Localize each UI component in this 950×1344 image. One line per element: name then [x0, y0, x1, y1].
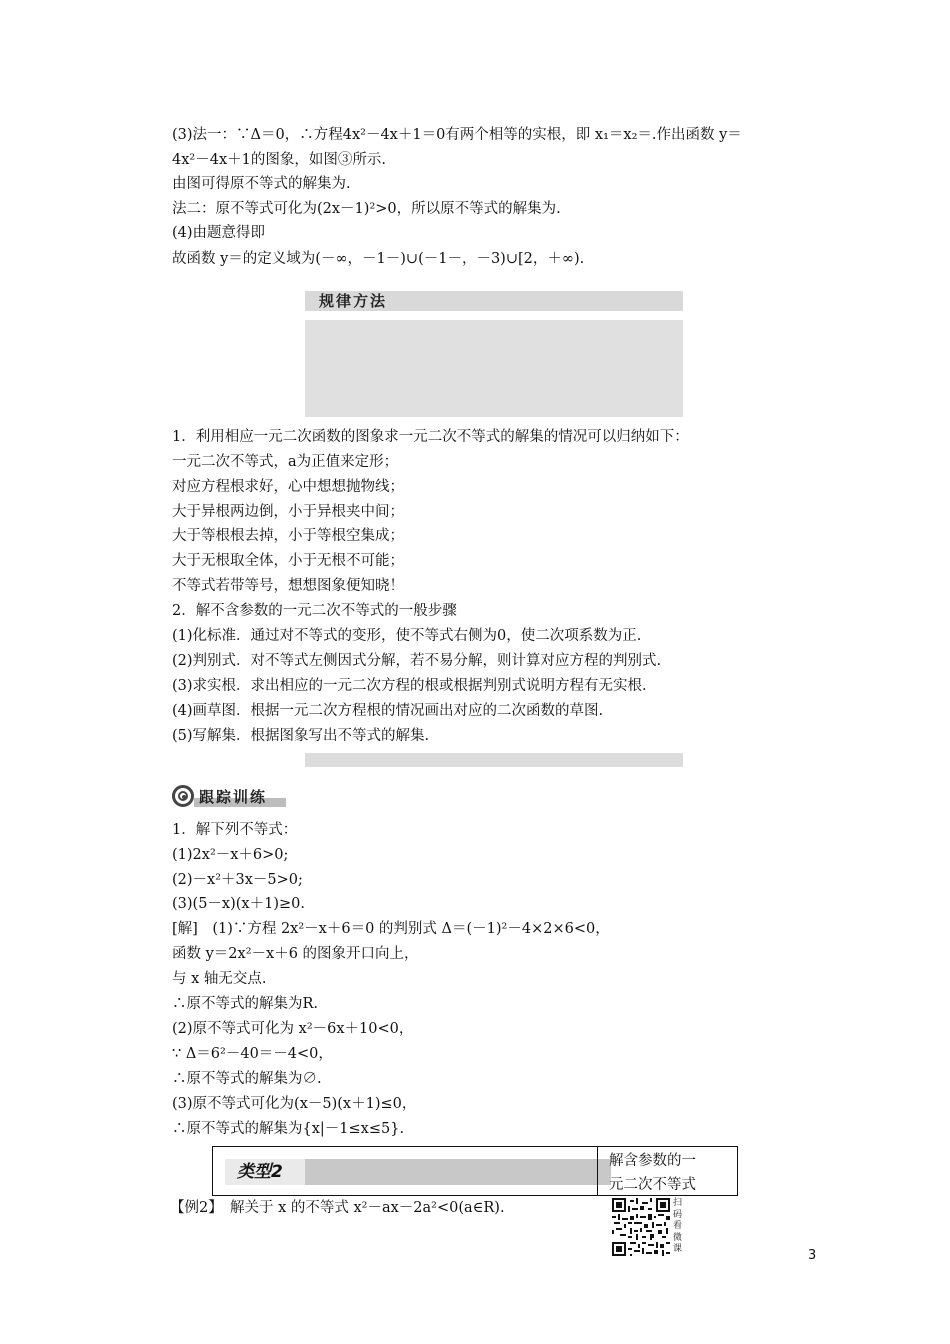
text-line: (1)化标准．通过对不等式的变形，使不等式右侧为0，使二次项系数为正. [172, 628, 642, 644]
text-line: 大于异根两边倒，小于异根夹中间； [172, 504, 404, 520]
text-line: (5)写解集．根据图象写出不等式的解集. [172, 728, 430, 744]
text-line: ∴原不等式的解集为{x|－1≤x≤5}. [172, 1121, 405, 1137]
method-image-placeholder [305, 320, 683, 417]
text-line: (3)法一：∵Δ＝0，∴方程4x²－4x＋1＝0有两个相等的实根，即 x₁＝x₂＝.作出函数 y＝ [172, 127, 742, 143]
text-line: 4x²－4x＋1的图象，如图③所示. [172, 152, 386, 168]
text-line: 不等式若带等号，想想图象便知晓！ [172, 578, 404, 594]
training-section-title: 跟踪训练 [199, 788, 268, 806]
text-line: (4)画草图．根据一元二次方程根的情况画出对应的二次函数的草图. [172, 703, 604, 719]
text-line: (2)－x²＋3x－5>0; [172, 872, 303, 888]
qr-caption-char: 课 [673, 1244, 683, 1254]
text-line: 与 x 轴无交点. [172, 971, 267, 987]
text-line: 故函数 y＝的定义域为(－∞，－1－)∪(－1－，－3)∪[2，＋∞). [172, 251, 585, 267]
text-line: 对应方程根求好，心中想想抛物线； [172, 479, 404, 495]
text-line: ∴原不等式的解集为R. [172, 996, 319, 1012]
page-number: 3 [808, 1248, 817, 1263]
text-line: (1)2x²－x＋6>0; [172, 847, 289, 863]
text-line: ∴原不等式的解集为∅. [172, 1071, 322, 1087]
qr-caption-char: 微 [673, 1232, 683, 1243]
text-line: 法二：原不等式可化为(2x－1)²>0，所以原不等式的解集为. [172, 201, 561, 217]
example-line: 【例2】 解关于 x 的不等式 x²－ax－2a²<0(a∈R). [170, 1200, 505, 1216]
text-line: 2．解不含参数的一元二次不等式的一般步骤 [172, 603, 457, 619]
type-title-line: 元二次不等式 [609, 1177, 696, 1193]
text-line: (4)由题意得即 [172, 225, 266, 241]
qr-caption-char: 码 [673, 1209, 683, 1220]
text-line: (3)求实根．求出相应的一元二次方程的根或根据判别式说明方程有无实根. [172, 678, 647, 694]
text-line: (2)判别式．对不等式左侧因式分解，若不易分解，则计算对应方程的判别式. [172, 653, 662, 669]
type-bar [225, 1159, 611, 1185]
type-title [609, 1149, 696, 1197]
qr-caption-char: 扫 [673, 1198, 683, 1208]
text-line: 1．利用相应一元二次函数的图象求一元二次不等式的解集的情况可以归纳如下： [172, 429, 689, 445]
method-footer-strip [305, 753, 683, 767]
type-title-line: 解含参数的一 [609, 1153, 696, 1169]
text-line: 大于无根取全体，小于无根不可能； [172, 553, 404, 569]
text-line: 由图可得原不等式的解集为. [172, 176, 351, 192]
text-line: [解] (1)∵方程 2x²－x＋6＝0 的判别式 Δ＝(－1)²－4×2×6<0， [172, 921, 610, 937]
target-icon [172, 785, 194, 807]
qr-code-icon[interactable] [612, 1198, 670, 1256]
training-section-header [172, 785, 286, 809]
text-line: (2)原不等式可化为 x²－6x＋10<0， [172, 1021, 414, 1037]
type-tag: 类型2 [225, 1159, 305, 1185]
qr-caption-char: 看 [673, 1221, 683, 1231]
text-line: 函数 y＝2x²－x＋6 的图象开口向上， [172, 946, 419, 962]
text-line: (3)(5－x)(x＋1)≥0. [172, 896, 305, 912]
text-line: ∵ Δ＝6²－40＝－4<0， [172, 1046, 333, 1062]
text-line: (3)原不等式可化为(x－5)(x＋1)≤0， [172, 1096, 417, 1112]
text-line: 一元二次不等式，a为正值来定形； [172, 454, 399, 470]
method-section-title: 规律方法 [319, 292, 388, 310]
type-header-box [212, 1146, 738, 1196]
type-divider [597, 1146, 598, 1196]
method-section-header [305, 291, 683, 311]
qr-caption [673, 1198, 685, 1256]
text-line: 1．解下列不等式： [172, 822, 298, 838]
text-line: 大于等根根去掉，小于等根空集成； [172, 528, 404, 544]
